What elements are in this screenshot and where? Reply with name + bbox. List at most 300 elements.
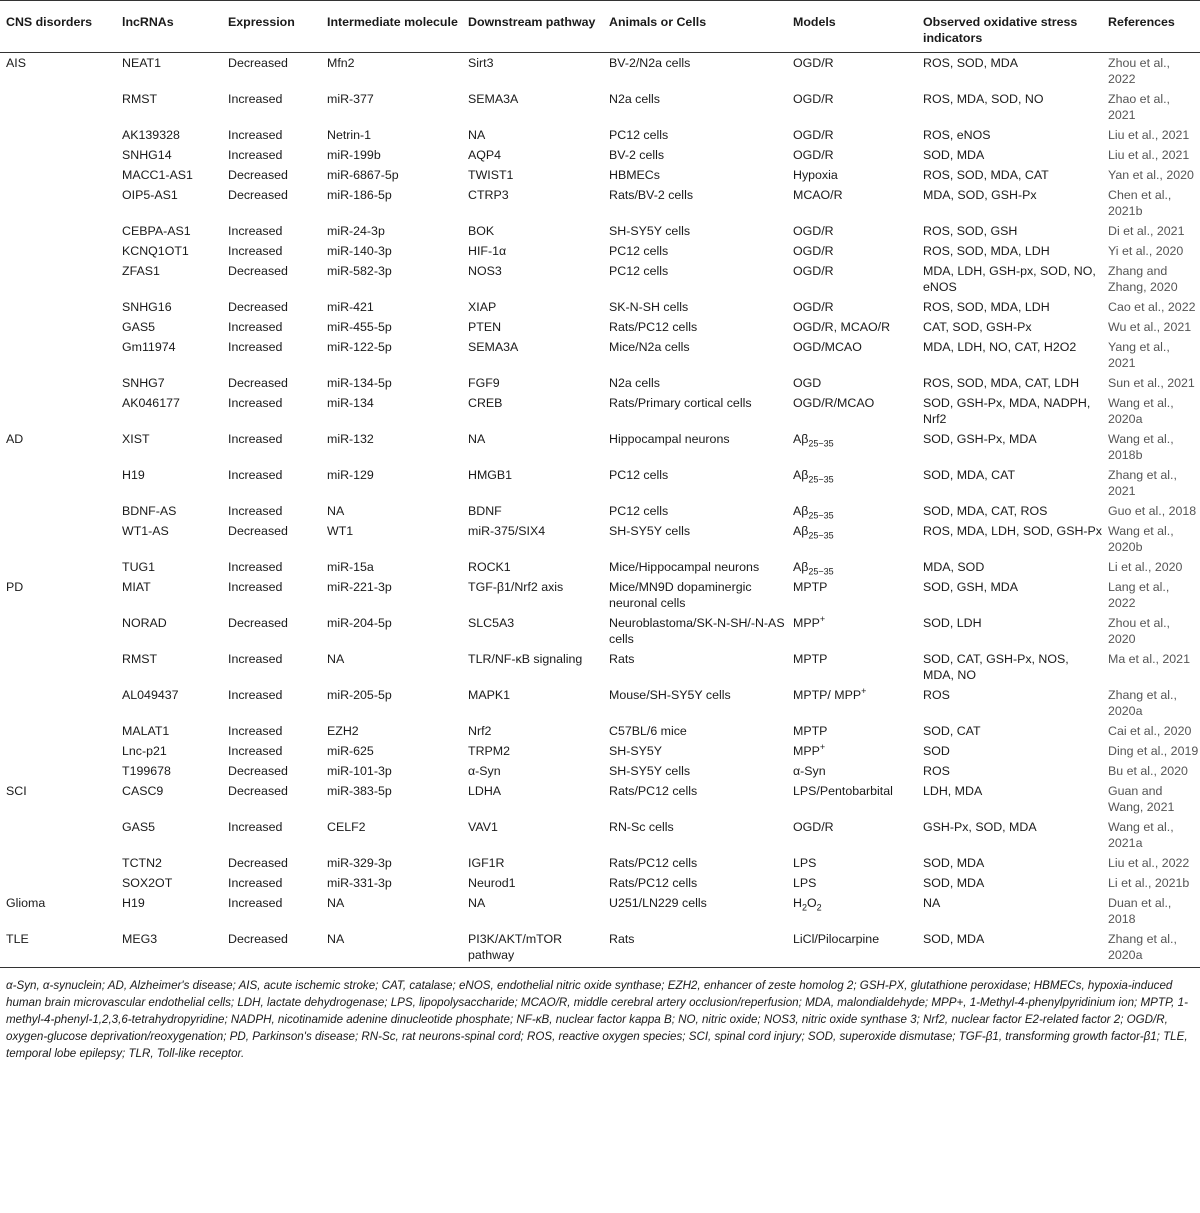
downstream-pathway-cell: Neurod1 bbox=[468, 876, 516, 890]
lncrna-cell: CASC9 bbox=[122, 784, 164, 798]
animals-or-cells-cell: BV-2/N2a cells bbox=[609, 56, 691, 70]
intermediate-molecule-cell: miR-15a bbox=[327, 560, 374, 574]
lncrna-cell: AL049437 bbox=[122, 688, 179, 702]
table-row bbox=[0, 557, 1200, 577]
reference-cell: Wu et al., 2021 bbox=[1108, 320, 1192, 334]
expression-cell: Increased bbox=[228, 340, 283, 354]
reference-cell: Zhou et al., 2022 bbox=[1108, 56, 1170, 86]
table-row bbox=[0, 873, 1200, 893]
header-animals-or-cells: Animals or Cells bbox=[603, 1, 787, 53]
downstream-pathway-cell: NA bbox=[468, 896, 486, 910]
table-row bbox=[0, 465, 1200, 501]
header-cns-disorders: CNS disorders bbox=[0, 1, 116, 53]
table-row bbox=[0, 929, 1200, 968]
reference-cell: Liu et al., 2021 bbox=[1108, 148, 1190, 162]
oxidative-indicators-cell: SOD, MDA bbox=[923, 148, 985, 162]
intermediate-molecule-cell: miR-221-3p bbox=[327, 580, 392, 594]
lncrna-cell: MEG3 bbox=[116, 929, 222, 968]
downstream-pathway-cell: PTEN bbox=[468, 320, 502, 334]
model-cell: $A\beta_{25-35}$ bbox=[793, 432, 834, 449]
model-cell: MPP+ bbox=[793, 613, 826, 630]
reference-cell: Li et al., 2020 bbox=[1108, 560, 1183, 574]
reference-cell: Wang et al., 2021a bbox=[1108, 820, 1174, 850]
downstream-pathway-cell: BDNF bbox=[468, 504, 502, 518]
expression-cell: Increased bbox=[228, 820, 283, 834]
table-row bbox=[0, 165, 1200, 185]
table-row bbox=[0, 185, 1200, 221]
reference-cell: Guan and Wang, 2021 bbox=[1108, 784, 1175, 814]
lncrna-cell: SNHG7 bbox=[122, 376, 165, 390]
cns-disorder-cell bbox=[0, 761, 116, 781]
cns-disorder-cell bbox=[0, 125, 116, 145]
intermediate-molecule-cell: miR-134-5p bbox=[327, 376, 392, 390]
header-oxidative-indicators: Observed oxidative stress indicators bbox=[917, 1, 1102, 53]
expression-cell: Decreased bbox=[228, 264, 288, 278]
cns-disorder-cell bbox=[0, 817, 116, 853]
intermediate-molecule-cell: miR-625 bbox=[327, 744, 374, 758]
oxidative-indicators-cell: SOD, CAT bbox=[923, 724, 981, 738]
model-cell: OGD/R bbox=[793, 148, 834, 162]
expression-cell: Increased bbox=[228, 432, 283, 446]
model-cell: LPS bbox=[793, 856, 817, 870]
oxidative-indicators-cell: ROS, SOD, MDA, LDH bbox=[923, 244, 1050, 258]
oxidative-indicators-cell: MDA, LDH, GSH-px, SOD, NO, eNOS bbox=[923, 264, 1096, 294]
animals-or-cells-cell: HBMECs bbox=[609, 168, 660, 182]
downstream-pathway-cell: TRPM2 bbox=[468, 744, 510, 758]
reference-cell: Guo et al., 2018 bbox=[1108, 504, 1197, 518]
cns-disorder-cell bbox=[0, 649, 116, 685]
expression-cell: Decreased bbox=[228, 616, 288, 630]
table-row bbox=[0, 373, 1200, 393]
expression-cell: Increased bbox=[228, 468, 283, 482]
intermediate-molecule-cell: WT1 bbox=[327, 524, 354, 538]
lncrna-cell: TCTN2 bbox=[122, 856, 162, 870]
animals-or-cells-cell: SH-SY5Y bbox=[609, 744, 663, 758]
expression-cell: Increased bbox=[228, 224, 283, 238]
table-row bbox=[0, 741, 1200, 761]
expression-cell: Increased bbox=[228, 744, 283, 758]
table-row bbox=[0, 261, 1200, 297]
oxidative-indicators-cell: MDA, SOD, GSH-Px bbox=[923, 188, 1037, 202]
animals-or-cells-cell: Mice/Hippocampal neurons bbox=[609, 560, 760, 574]
animals-or-cells-cell: N2a cells bbox=[609, 376, 660, 390]
intermediate-molecule-cell: miR-455-5p bbox=[327, 320, 392, 334]
model-cell: MPTP bbox=[793, 580, 828, 594]
lncrna-cell: T199678 bbox=[122, 764, 171, 778]
animals-or-cells-cell: Rats/PC12 cells bbox=[609, 856, 698, 870]
model-cell: OGD/R bbox=[793, 224, 834, 238]
cns-disorder-cell bbox=[0, 613, 116, 649]
model-cell: OGD/R, MCAO/R bbox=[793, 320, 891, 334]
lncrna-cell: MIAT bbox=[122, 580, 151, 594]
cns-disorder-cell bbox=[0, 465, 116, 501]
intermediate-molecule-cell: miR-134 bbox=[327, 396, 374, 410]
cns-disorder-cell bbox=[0, 221, 116, 241]
expression-cell: Increased bbox=[228, 128, 283, 142]
reference-cell: Ding et al., 2019 bbox=[1108, 744, 1199, 758]
expression-cell: Increased bbox=[228, 896, 283, 910]
expression-cell: Increased bbox=[228, 244, 283, 258]
table-row bbox=[0, 221, 1200, 241]
table-row bbox=[0, 145, 1200, 165]
lncrna-cell: MACC1-AS1 bbox=[122, 168, 193, 182]
cns-disorder-cell bbox=[0, 853, 116, 873]
lncrna-cell: KCNQ1OT1 bbox=[122, 244, 189, 258]
cns-disorder-cell bbox=[0, 873, 116, 893]
oxidative-indicators-cell: ROS, MDA, SOD, NO bbox=[923, 92, 1044, 106]
intermediate-molecule-cell: miR-377 bbox=[327, 92, 374, 106]
table-row bbox=[0, 241, 1200, 261]
reference-cell: Zhang et al., 2021 bbox=[1108, 468, 1177, 498]
animals-or-cells-cell: PC12 cells bbox=[609, 244, 669, 258]
intermediate-molecule-cell: miR-582-3p bbox=[327, 264, 392, 278]
table-row bbox=[0, 817, 1200, 853]
animals-or-cells-cell: SH-SY5Y cells bbox=[609, 224, 691, 238]
downstream-pathway-cell: α-Syn bbox=[468, 764, 501, 778]
model-cell: $A\beta_{25-35}$ bbox=[793, 560, 834, 577]
animals-or-cells-cell: Mice/N2a cells bbox=[609, 340, 690, 354]
animals-or-cells-cell: PC12 cells bbox=[609, 504, 669, 518]
cns-disorder-cell bbox=[0, 373, 116, 393]
expression-cell: Increased bbox=[228, 320, 283, 334]
animals-or-cells-cell: BV-2 cells bbox=[609, 148, 665, 162]
expression-cell: Decreased bbox=[228, 56, 288, 70]
intermediate-molecule-cell: Netrin-1 bbox=[327, 128, 372, 142]
header-lncrnas: lncRNAs bbox=[116, 1, 222, 53]
oxidative-indicators-cell: GSH-Px, SOD, MDA bbox=[923, 820, 1037, 834]
lncrna-cell: RMST bbox=[122, 652, 158, 666]
cns-disorder-cell: AIS bbox=[6, 56, 26, 70]
model-cell: $H_2O_2$ bbox=[793, 896, 822, 913]
lncrna-cell: OIP5-AS1 bbox=[122, 188, 178, 202]
table-row bbox=[0, 577, 1200, 613]
downstream-pathway-cell: SEMA3A bbox=[468, 92, 519, 106]
animals-or-cells-cell: Neuroblastoma/SK-N-SH/-N-AS cells bbox=[609, 616, 785, 646]
expression-cell: Increased bbox=[228, 504, 283, 518]
header-downstream-pathway: Downstream pathway bbox=[462, 1, 603, 53]
oxidative-indicators-cell: MDA, SOD bbox=[923, 560, 985, 574]
reference-cell: Wang et al., 2020b bbox=[1108, 524, 1174, 554]
oxidative-indicators-cell: ROS, eNOS bbox=[923, 128, 991, 142]
intermediate-molecule-cell: miR-383-5p bbox=[327, 784, 392, 798]
oxidative-indicators-cell: ROS, SOD, MDA, CAT, LDH bbox=[923, 376, 1080, 390]
model-cell: α-Syn bbox=[793, 764, 826, 778]
animals-or-cells-cell: Rats/BV-2 cells bbox=[609, 188, 694, 202]
expression-cell: Decreased bbox=[228, 168, 288, 182]
animals-or-cells-cell: Hippocampal neurons bbox=[609, 432, 730, 446]
table-row bbox=[0, 53, 1200, 90]
downstream-pathway-cell: SLC5A3 bbox=[468, 616, 515, 630]
reference-cell: Bu et al., 2020 bbox=[1108, 764, 1188, 778]
oxidative-indicators-cell: SOD, MDA, CAT bbox=[923, 468, 1016, 482]
animals-or-cells-cell: SH-SY5Y cells bbox=[609, 764, 691, 778]
cns-disorder-cell bbox=[0, 741, 116, 761]
model-cell: MPP+ bbox=[793, 741, 826, 758]
reference-cell: Yan et al., 2020 bbox=[1108, 168, 1194, 182]
lncrna-cell: GAS5 bbox=[122, 320, 156, 334]
model-cell: OGD/R bbox=[793, 820, 834, 834]
downstream-pathway-cell: ROCK1 bbox=[468, 560, 511, 574]
reference-cell: Duan et al., 2018 bbox=[1108, 896, 1172, 926]
reference-cell: Lang et al., 2022 bbox=[1108, 580, 1170, 610]
intermediate-molecule-cell: miR-199b bbox=[327, 148, 381, 162]
lncrna-cell: NORAD bbox=[122, 616, 167, 630]
intermediate-molecule-cell: miR-122-5p bbox=[327, 340, 392, 354]
expression-cell: Increased bbox=[228, 652, 283, 666]
model-cell: OGD/R bbox=[793, 244, 834, 258]
downstream-pathway-cell: CREB bbox=[468, 396, 503, 410]
cns-disorder-cell bbox=[0, 317, 116, 337]
cns-disorder-cell bbox=[0, 393, 116, 429]
intermediate-molecule-cell: NA bbox=[327, 504, 345, 518]
cns-disorder-cell: TLE bbox=[0, 929, 116, 968]
lncrna-cell: H19 bbox=[122, 896, 145, 910]
lncrna-cell: SNHG16 bbox=[122, 300, 172, 314]
animals-or-cells-cell: U251/LN229 cells bbox=[609, 896, 707, 910]
model-cell: MPTP bbox=[793, 652, 828, 666]
animals-or-cells-cell: N2a cells bbox=[609, 92, 660, 106]
downstream-pathway-cell: CTRP3 bbox=[468, 188, 509, 202]
animals-or-cells-cell: Mice/MN9D dopaminergic neuronal cells bbox=[609, 580, 752, 610]
reference-cell: Zhou et al., 2020 bbox=[1108, 616, 1170, 646]
lncrna-cell: NEAT1 bbox=[122, 56, 162, 70]
lncrna-cell: CEBPA-AS1 bbox=[122, 224, 191, 238]
animals-or-cells-cell: Rats bbox=[609, 652, 635, 666]
cns-disorder-cell bbox=[0, 185, 116, 221]
cns-disorder-cell: Glioma bbox=[6, 896, 46, 910]
downstream-pathway-cell: BOK bbox=[468, 224, 495, 238]
model-cell: OGD/MCAO bbox=[793, 340, 862, 354]
downstream-pathway-cell: NOS3 bbox=[468, 264, 502, 278]
lncrna-cell: Lnc-p21 bbox=[122, 744, 167, 758]
reference-cell: Zhao et al., 2021 bbox=[1108, 92, 1170, 122]
cns-disorder-cell: PD bbox=[6, 580, 24, 594]
header-intermediate-molecule: Intermediate molecule bbox=[321, 1, 462, 53]
model-cell: OGD/R bbox=[793, 92, 834, 106]
oxidative-indicators-cell: SOD bbox=[923, 744, 950, 758]
cns-disorder-cell bbox=[0, 165, 116, 185]
table-row bbox=[0, 393, 1200, 429]
expression-cell: Increased bbox=[228, 724, 283, 738]
oxidative-indicators-cell: LDH, MDA bbox=[923, 784, 983, 798]
model-cell: OGD/R/MCAO bbox=[793, 396, 875, 410]
reference-cell: Sun et al., 2021 bbox=[1108, 376, 1195, 390]
table-row bbox=[0, 89, 1200, 125]
downstream-pathway-cell: NA bbox=[468, 128, 486, 142]
reference-cell: Di et al., 2021 bbox=[1108, 224, 1185, 238]
oxidative-indicators-cell: CAT, SOD, GSH-Px bbox=[923, 320, 1032, 334]
table-row bbox=[0, 429, 1200, 465]
downstream-pathway-cell: LDHA bbox=[468, 784, 502, 798]
expression-cell: Increased bbox=[228, 876, 283, 890]
table-body bbox=[0, 53, 1200, 968]
lncrna-cell: WT1-AS bbox=[122, 524, 169, 538]
table-row bbox=[0, 853, 1200, 873]
model-cell: OGD/R bbox=[793, 128, 834, 142]
cns-disorder-cell bbox=[0, 241, 116, 261]
reference-cell: Zhang et al., 2020a bbox=[1108, 688, 1177, 718]
expression-cell: Decreased bbox=[228, 300, 288, 314]
oxidative-indicators-cell: ROS bbox=[923, 764, 950, 778]
reference-cell: Li et al., 2021b bbox=[1108, 876, 1190, 890]
reference-cell: Ma et al., 2021 bbox=[1108, 652, 1190, 666]
expression-cell: Increased bbox=[228, 688, 283, 702]
model-cell: OGD/R bbox=[793, 300, 834, 314]
cns-disorder-cell bbox=[0, 89, 116, 125]
table-row bbox=[0, 337, 1200, 373]
lncrna-cell: TUG1 bbox=[122, 560, 156, 574]
reference-cell: Liu et al., 2021 bbox=[1108, 128, 1190, 142]
model-cell: OGD/R bbox=[793, 264, 834, 278]
expression-cell: Increased bbox=[228, 560, 283, 574]
downstream-pathway-cell: VAV1 bbox=[468, 820, 498, 834]
cns-disorder-cell bbox=[0, 501, 116, 521]
animals-or-cells-cell: PC12 cells bbox=[609, 468, 669, 482]
reference-cell: Wang et al., 2020a bbox=[1108, 396, 1174, 426]
expression-cell: Decreased bbox=[228, 188, 288, 202]
intermediate-molecule-cell: miR-329-3p bbox=[327, 856, 392, 870]
model-cell: MCAO/R bbox=[793, 188, 843, 202]
lncrna-cell: SOX2OT bbox=[122, 876, 173, 890]
cns-disorder-cell bbox=[0, 557, 116, 577]
animals-or-cells-cell: C57BL/6 mice bbox=[609, 724, 687, 738]
oxidative-indicators-cell: SOD, GSH, MDA bbox=[923, 580, 1019, 594]
expression-cell: Increased bbox=[228, 580, 283, 594]
table-row bbox=[0, 761, 1200, 781]
model-cell: $A\beta_{25-35}$ bbox=[793, 504, 834, 521]
lncrna-cell: AK046177 bbox=[122, 396, 180, 410]
intermediate-molecule-cell: miR-205-5p bbox=[327, 688, 392, 702]
animals-or-cells-cell: Rats/PC12 cells bbox=[609, 784, 698, 798]
lncrna-cell: SNHG14 bbox=[122, 148, 172, 162]
intermediate-molecule-cell: miR-132 bbox=[327, 432, 374, 446]
oxidative-indicators-cell: SOD, GSH-Px, MDA bbox=[923, 432, 1037, 446]
lncrna-cell: RMST bbox=[122, 92, 158, 106]
lncrna-cell: MALAT1 bbox=[122, 724, 170, 738]
intermediate-molecule-cell: miR-129 bbox=[327, 468, 374, 482]
reference-cell: Zhang et al., 2020a bbox=[1102, 929, 1200, 968]
animals-or-cells-cell: PC12 cells bbox=[609, 128, 669, 142]
model-cell: MPTP/ MPP+ bbox=[793, 685, 867, 702]
expression-cell: Decreased bbox=[228, 764, 288, 778]
animals-or-cells-cell: Mouse/SH-SY5Y cells bbox=[609, 688, 731, 702]
table-row bbox=[0, 125, 1200, 145]
downstream-pathway-cell: PI3K/AKT/mTOR pathway bbox=[462, 929, 603, 968]
animals-or-cells-cell: Rats bbox=[603, 929, 787, 968]
downstream-pathway-cell: SEMA3A bbox=[468, 340, 519, 354]
downstream-pathway-cell: miR-375/SIX4 bbox=[468, 524, 546, 538]
downstream-pathway-cell: MAPK1 bbox=[468, 688, 511, 702]
downstream-pathway-cell: Sirt3 bbox=[468, 56, 494, 70]
intermediate-molecule-cell: miR-140-3p bbox=[327, 244, 392, 258]
reference-cell: Cao et al., 2022 bbox=[1108, 300, 1196, 314]
oxidative-indicators-cell: ROS, SOD, MDA, CAT bbox=[923, 168, 1049, 182]
downstream-pathway-cell: Nrf2 bbox=[468, 724, 492, 738]
cns-disorder-cell bbox=[0, 261, 116, 297]
reference-cell: Chen et al., 2021b bbox=[1108, 188, 1172, 218]
intermediate-molecule-cell: miR-186-5p bbox=[327, 188, 392, 202]
table-row bbox=[0, 613, 1200, 649]
table-row bbox=[0, 521, 1200, 557]
cns-disorder-cell bbox=[0, 337, 116, 373]
reference-cell: Cai et al., 2020 bbox=[1108, 724, 1192, 738]
table-row bbox=[0, 781, 1200, 817]
table-row bbox=[0, 297, 1200, 317]
cns-disorder-cell: AD bbox=[6, 432, 24, 446]
oxidative-indicators-cell: SOD, MDA bbox=[923, 876, 985, 890]
oxidative-indicators-cell: ROS, SOD, MDA bbox=[923, 56, 1019, 70]
model-cell: OGD/R bbox=[793, 56, 834, 70]
oxidative-indicators-cell: SOD, MDA bbox=[923, 856, 985, 870]
model-cell: LPS/Pentobarbital bbox=[793, 784, 893, 798]
intermediate-molecule-cell: NA bbox=[327, 652, 345, 666]
expression-cell: Decreased bbox=[228, 376, 288, 390]
expression-cell: Decreased bbox=[222, 929, 321, 968]
lncrna-cell: BDNF-AS bbox=[122, 504, 177, 518]
cns-disorder-cell bbox=[0, 685, 116, 721]
downstream-pathway-cell: TLR/NF-κB signaling bbox=[468, 652, 583, 666]
table-row bbox=[0, 317, 1200, 337]
reference-cell: Zhang and Zhang, 2020 bbox=[1108, 264, 1178, 294]
downstream-pathway-cell: XIAP bbox=[468, 300, 497, 314]
animals-or-cells-cell: Rats/Primary cortical cells bbox=[609, 396, 752, 410]
oxidative-indicators-cell: SOD, MDA, CAT, ROS bbox=[923, 504, 1048, 518]
lncrna-cell: AK139328 bbox=[122, 128, 180, 142]
intermediate-molecule-cell: CELF2 bbox=[327, 820, 366, 834]
oxidative-indicators-cell: SOD, MDA bbox=[917, 929, 1102, 968]
lncrna-cell: XIST bbox=[122, 432, 150, 446]
oxidative-indicators-cell: NA bbox=[923, 896, 941, 910]
animals-or-cells-cell: Rats/PC12 cells bbox=[609, 876, 698, 890]
model-cell: $A\beta_{25-35}$ bbox=[793, 524, 834, 541]
downstream-pathway-cell: FGF9 bbox=[468, 376, 500, 390]
header-expression: Expression bbox=[222, 1, 321, 53]
reference-cell: Liu et al., 2022 bbox=[1108, 856, 1190, 870]
downstream-pathway-cell: AQP4 bbox=[468, 148, 502, 162]
model-cell: MPTP bbox=[793, 724, 828, 738]
downstream-pathway-cell: TGF-β1/Nrf2 axis bbox=[468, 580, 564, 594]
header-references: References bbox=[1102, 1, 1200, 53]
model-cell: LPS bbox=[793, 876, 817, 890]
intermediate-molecule-cell: miR-101-3p bbox=[327, 764, 392, 778]
cns-disorder-cell bbox=[0, 297, 116, 317]
lncrna-cell: H19 bbox=[122, 468, 145, 482]
oxidative-indicators-cell: ROS bbox=[923, 688, 950, 702]
animals-or-cells-cell: RN-Sc cells bbox=[609, 820, 674, 834]
table-footnote: α-Syn, α-synuclein; AD, Alzheimer's disease; AIS, acute ischemic stroke; CAT, catalase; eNOS, endothelial nitric oxide synthase; EZH2, enhancer of zeste homolog 2; GSH-PX, glutathione peroxidase; HBMECs, hypoxia-induced human brain microvascular endothelial cells; LDH, lactate dehydrogenase; LPS, lipopolysaccharide; MCAO/R, middle cerebral artery occlusion/reperfusion; MDA, malondialdehyde; MPP+, 1-Methyl-4-phenylpyridinium ion; MPTP, 1-methyl-4-phenyl-1,2,3,6-tetrahydropyridine; NADPH, nicotinamide adenine dinucleotide phosphate; NF-κB, nuclear factor kappa B; NO, nitric oxide; NOS3, nitric oxide synthase 3; Nrf2, nuclear factor E2-related factor 2; OGD/R, oxygen-glucose deprivation/reoxygenation; PD, Parkinson's disease; RN-Sc, rat neurons-spinal cord; ROS, reactive oxygen species; SCI, spinal cord injury; SOD, superoxide dismutase; TGF-β1, transforming growth factor-β1; TLE, temporal lobe epilepsy; TLR, Toll-like receptor. bbox=[6, 979, 1188, 1060]
table-header bbox=[0, 1, 1200, 53]
intermediate-molecule-cell: NA bbox=[327, 896, 345, 910]
oxidative-indicators-cell: ROS, SOD, MDA, LDH bbox=[923, 300, 1050, 314]
intermediate-molecule-cell: miR-24-3p bbox=[327, 224, 385, 238]
table-row bbox=[0, 501, 1200, 521]
downstream-pathway-cell: NA bbox=[468, 432, 486, 446]
table-row bbox=[0, 649, 1200, 685]
cns-disorder-cell bbox=[0, 521, 116, 557]
cns-disorder-cell: SCI bbox=[6, 784, 27, 798]
lncrna-cell: ZFAS1 bbox=[122, 264, 160, 278]
downstream-pathway-cell: IGF1R bbox=[468, 856, 505, 870]
animals-or-cells-cell: SK-N-SH cells bbox=[609, 300, 689, 314]
table-row bbox=[0, 685, 1200, 721]
model-cell: OGD bbox=[793, 376, 822, 390]
expression-cell: Decreased bbox=[228, 784, 288, 798]
cns-disorder-cell bbox=[0, 721, 116, 741]
expression-cell: Increased bbox=[228, 92, 283, 106]
expression-cell: Increased bbox=[228, 396, 283, 410]
oxidative-indicators-cell: ROS, MDA, LDH, SOD, GSH-Px bbox=[923, 524, 1102, 538]
oxidative-indicators-cell: SOD, GSH-Px, MDA, NADPH, Nrf2 bbox=[923, 396, 1091, 426]
